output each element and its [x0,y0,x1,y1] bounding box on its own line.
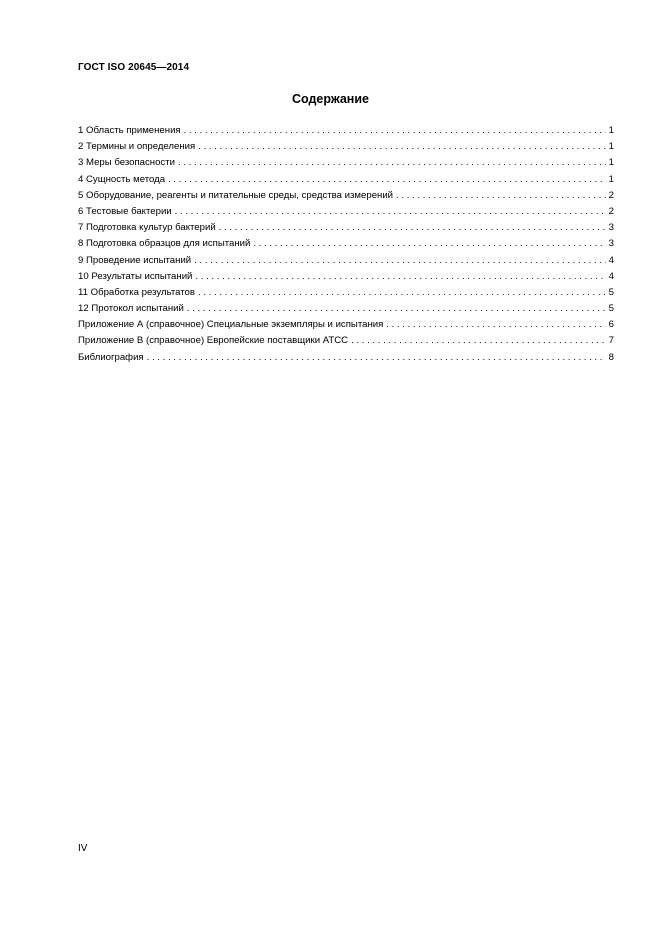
toc-entry-label: 2 Термины и определения [78,141,196,153]
toc-entry-label: 1 Область применения [78,125,181,136]
toc-entry-label: 10 Результаты испытаний [78,270,193,282]
toc-entry[interactable] [78,253,614,269]
toc-entry[interactable] [78,301,614,317]
toc-entry-page: 4 [608,270,614,282]
toc-entry-page: 2 [608,189,614,201]
toc-dot-leader [194,253,605,269]
toc-entry[interactable] [78,269,614,285]
toc-entry-page: 3 [608,238,614,250]
toc-dot-leader [198,285,606,301]
toc-entry-page: 7 [608,335,614,347]
toc-entry-page: 4 [608,254,614,266]
toc-entry-page: 1 [608,141,614,153]
toc-entry-label: 3 Меры безопасности [78,157,175,169]
toc-entry[interactable] [78,220,614,236]
toc-entry[interactable] [78,155,614,171]
toc-entry-label: 8 Подготовка образцов для испытаний [78,238,251,250]
toc-dot-leader [195,269,605,285]
toc-dot-leader [178,155,606,171]
toc-entry[interactable] [78,204,614,220]
toc-dot-leader [187,301,606,317]
toc-entry-page: 1 [608,173,614,185]
toc-entry[interactable] [78,172,614,188]
toc-entry-label: Библиография [78,351,144,363]
toc-dot-leader [253,236,605,252]
toc-dot-leader [386,317,605,333]
toc-entry[interactable] [78,285,614,301]
toc-entry-label: 9 Проведение испытаний [78,254,192,266]
toc-dot-leader [219,220,606,236]
toc-entry-label: 11 Обработка результатов [78,286,195,298]
toc-dot-leader [168,172,606,188]
toc-dot-leader [198,139,605,155]
document-code-header: ГОСТ ISO 20645—2014 [78,62,190,73]
toc-dot-leader [351,333,606,349]
table-of-contents [78,123,614,366]
toc-entry-page: 2 [608,205,614,217]
page-number: IV [78,843,88,854]
toc-entry-page: 6 [608,319,614,331]
toc-entry-page: 5 [608,303,614,315]
toc-entry[interactable] [78,333,614,349]
toc-entry-label: 5 Оборудование, реагенты и питательные среды, средства измерений [78,189,394,201]
toc-dot-leader [396,188,606,204]
toc-entry-label: 6 Тестовые бактерии [78,205,172,217]
toc-dot-leader [175,204,606,220]
toc-entry-label: Приложение В (справочное) Европейские поставщики АТСС [78,335,349,347]
toc-entry[interactable] [78,188,614,204]
toc-dot-leader [147,350,606,366]
toc-entry-label: 12 Протокол испытаний [78,303,184,315]
toc-entry-label: 4 Сущность метода [78,173,166,185]
toc-entry[interactable] [78,139,614,155]
toc-entry[interactable] [78,236,614,252]
toc-entry-label: Приложение А (справочное) Специальные экземпляры и испытания [78,319,384,331]
toc-dot-leader [184,123,606,139]
toc-entry[interactable] [78,350,614,366]
toc-entry[interactable] [78,317,614,333]
toc-entry-page: 5 [608,286,614,298]
toc-entry-page: 1 [608,157,614,169]
toc-title: Содержание [291,92,369,106]
toc-entry-page: 1 [608,125,614,136]
toc-entry-label: 7 Подготовка культур бактерий [78,222,216,234]
toc-entry[interactable] [78,123,614,139]
toc-entry-page: 8 [608,351,614,363]
toc-entry-page: 3 [608,222,614,234]
